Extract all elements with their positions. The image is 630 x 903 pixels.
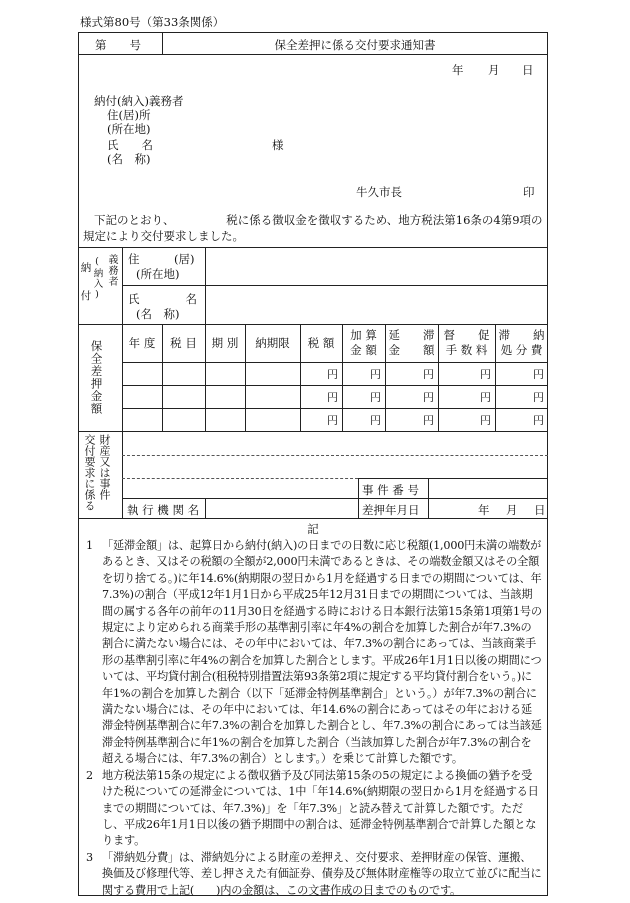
rule: [78, 54, 548, 55]
note-text: 「滞納処分費」は、滞納処分による財産の差押え、交付要求、差押財産の保管、運搬、換価及び修理代等、差し押さえた有価証券、債券及び無体財産権等の取立て並びに配当に関する費用で上記( )内の金額は、この文書作成の日までのものです。: [102, 850, 542, 897]
yen-unit: 円: [370, 368, 381, 381]
dashed-rule: [122, 455, 548, 456]
addressee-heading: 納付(納入)義務者: [94, 94, 184, 108]
rule: [122, 408, 548, 409]
amount-header-cell: 加 算 金 額: [350, 328, 377, 357]
seizure-month: 月: [506, 503, 518, 517]
notes-list: [86, 538, 542, 899]
note-number: 1: [86, 539, 93, 552]
amount-side-label: 保全差押金額: [89, 340, 104, 415]
amount-header-cell: 年 度: [128, 336, 156, 350]
note-number: 2: [86, 768, 93, 782]
yen-unit: 円: [533, 391, 544, 404]
obligor-side-label-char1: 納: [79, 262, 92, 274]
yen-unit: 円: [327, 414, 338, 427]
form-number: 様式第80号（第33条関係）: [80, 15, 225, 29]
yen-unit: 円: [327, 368, 338, 381]
rule: [205, 498, 206, 518]
rule: [78, 324, 548, 325]
note-text: 地方税法第15条の規定による徴収猶予及び同法第15条の5の規定による換価の猶予を受けた税についての延滞金については、1中「年14.6%(納期限の翌日から1月を経過する日までの期間については、年7.3%)」を「年7.3%」と読み替えて計算した額です。ただし、平成26年1月1日以後の猶予期間中の割合は、延滞金特例基準割合で計算した額となります。: [102, 768, 539, 848]
case-number-label: 事 件 番 号: [362, 483, 419, 497]
obligor-address-sub: (所在地): [136, 267, 180, 281]
executing-agency-label: 執 行 機 関 名: [127, 503, 200, 517]
rule: [428, 478, 429, 518]
rule: [78, 518, 548, 519]
addressee-name-sub: (名 称): [107, 152, 151, 166]
rule: [358, 478, 359, 518]
rule: [358, 478, 548, 479]
sender-name: 牛久市長: [356, 185, 402, 199]
amount-header-cell: 延 滞 金 額: [388, 328, 435, 357]
amount-header-cell: 税 目: [170, 336, 197, 350]
seizure-date-label: 差押年月日: [362, 503, 420, 517]
obligor-side-label-char2: 付: [79, 290, 92, 302]
note-item: [86, 850, 542, 899]
property-side-label: 交付要求に係る: [83, 434, 96, 511]
yen-unit: 円: [327, 391, 338, 404]
obligor-side-label-mid: (納入): [91, 256, 103, 301]
yen-unit: 円: [480, 414, 491, 427]
seizure-day: 日: [534, 503, 546, 517]
addressee-name-label: 氏 名: [107, 138, 153, 152]
rule: [78, 247, 548, 248]
notes-heading: 記: [307, 522, 319, 536]
yen-unit: 円: [370, 414, 381, 427]
seizure-year: 年: [478, 503, 490, 517]
obligor-side-label-right: 義務者: [106, 254, 117, 287]
document-number-label: 第 号: [95, 38, 141, 52]
yen-unit: 円: [423, 368, 434, 381]
seal-mark: 印: [523, 185, 535, 199]
yen-unit: 円: [370, 391, 381, 404]
rule: [122, 362, 548, 363]
rule: [122, 498, 548, 499]
rule: [78, 431, 548, 432]
amount-header-cell: 期 別: [211, 336, 239, 350]
yen-unit: 円: [423, 414, 434, 427]
property-side-label-2: 財産又は事件: [98, 434, 111, 500]
addressee-address-label: 住(居)所: [107, 108, 151, 122]
rule: [122, 285, 548, 286]
note-item: [86, 538, 542, 768]
yen-unit: 円: [480, 368, 491, 381]
obligor-address-label: 住 (居): [128, 252, 195, 266]
document-title: 保全差押に係る交付要求通知書: [274, 38, 436, 52]
obligor-name-sub: (名 称): [136, 307, 180, 321]
rule: [122, 385, 548, 386]
yen-unit: 円: [533, 414, 544, 427]
amount-header-cell: 滞 納 処 分 費: [498, 328, 545, 357]
obligor-name-label: 氏 名: [128, 292, 197, 306]
intro-text-line1: 下記のとおり、 税に係る徴収金を徴収するため、地方税法第16条の4第9項の: [94, 213, 543, 227]
amount-header-cell: 督 促 手 数 料: [443, 328, 490, 357]
yen-unit: 円: [533, 368, 544, 381]
rule: [205, 247, 206, 324]
addressee-address-sub: (所在地): [107, 122, 151, 136]
amount-header-cell: 納期限: [255, 336, 290, 350]
note-item: [86, 768, 542, 850]
honorific: 様: [272, 138, 284, 152]
intro-text-line2: 規定により交付要求しました。: [83, 229, 244, 243]
note-number: 3: [86, 850, 93, 864]
dashed-rule: [122, 478, 358, 479]
amount-header-cell: 税 額: [307, 336, 335, 350]
note-text: 「延滞金額」は、起算日から納付(納入)の日までの日数に応じ税額(1,000円未満の端数があるとき、又はその税額の全額が2,000円未満であるときは、その端数金額又はその全額を切り捨てる。)に年14.6%(納期限の翌日から1月を経過する日までの期間については、年7.3%)の割合（平成12年1月1日から平成25年12月31日までの期間については、当該期間の属する各年の前年の11月30日を経過する時における日本銀行法第15条第1項第1号の規定により定められる商業手形の基準割引率に年4%の割合を加算した割合が年7.3%の割合に満たない場合には、その年中においては、年7.3%の割合にあっては、当該商業手形の基準割引率に年4%の割合を加算した割合とします。平成26年1月1日以後の期間については、平均貸付割合(租税特別措置法第93条第2項に規定する平均貸付割合をいう。)に年1%の割合を加算した割合（以下「延滞金特例基準割合」という。）が年7.3%の割合に満たない場合には、その年中においては、年14.6%の割合にあってはその年における延滞金特例基準割合に年7.3%の割合を加算した割合とし、年7.3%の割合にあっては当該延滞金特例基準割合に年1%の割合を加算した割合（当該加算した割合が年7.3%の割合を超える場合には、年7.3%の割合）とします。）を乗じて計算した額です。: [102, 539, 542, 766]
date-year: 年: [452, 63, 464, 77]
date-month: 月: [488, 63, 500, 77]
yen-unit: 円: [423, 391, 434, 404]
date-day: 日: [522, 63, 534, 77]
yen-unit: 円: [480, 391, 491, 404]
